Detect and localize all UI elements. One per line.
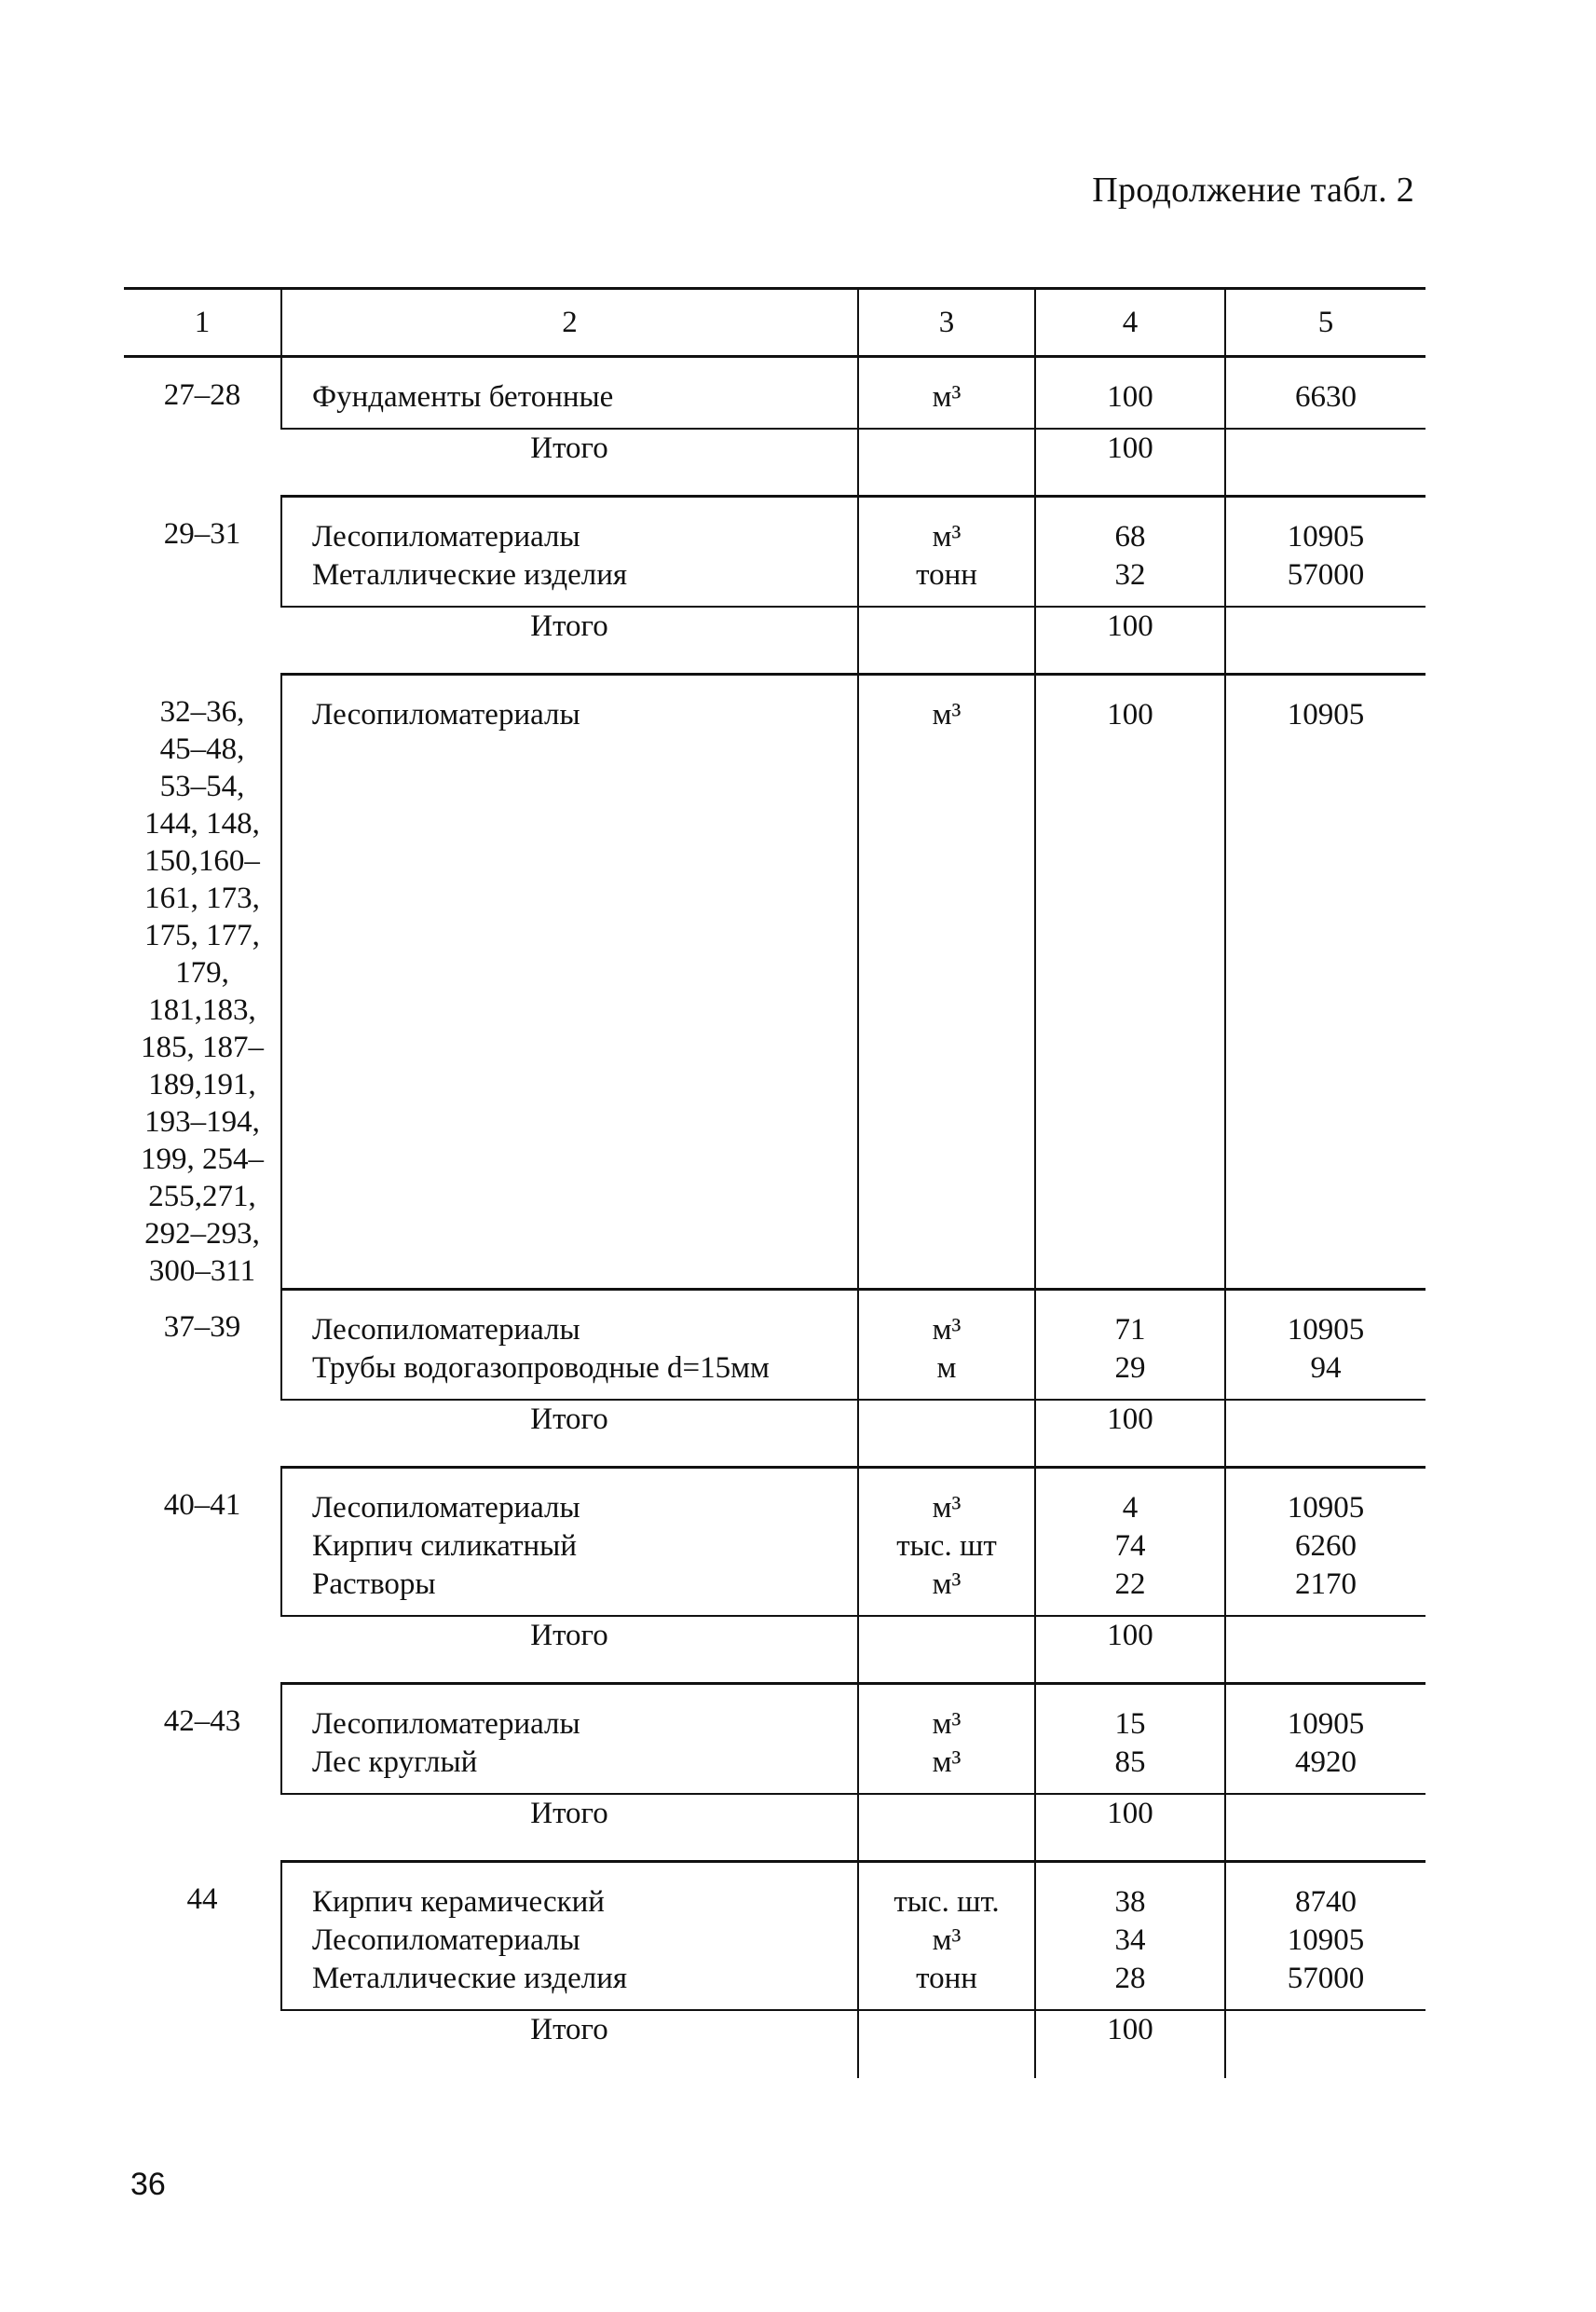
total-unit-empty — [858, 1400, 1035, 1468]
price: 57000 — [1287, 558, 1365, 592]
unit: м³ — [932, 520, 962, 554]
total-price-empty — [1225, 607, 1425, 675]
unit: м³ — [932, 1491, 962, 1525]
unit: м³ — [932, 380, 962, 414]
material-name: Лесопиломатериалы — [312, 1923, 580, 1957]
total-label: Итого — [281, 1616, 858, 1684]
price: 4920 — [1295, 1745, 1357, 1779]
material-name-cell — [281, 497, 858, 608]
total-unit-empty — [858, 429, 1035, 497]
unit: м³ — [932, 1707, 962, 1741]
share-percent: 85 — [1114, 1745, 1146, 1779]
row-id: 37–39 — [163, 1309, 241, 1344]
unit: м³ — [932, 1313, 962, 1347]
material-name: Лесопиломатериалы — [312, 520, 580, 554]
material-name: Лес круглый — [312, 1745, 478, 1779]
total-share: 100 — [1035, 1794, 1225, 1862]
share-percent: 74 — [1114, 1529, 1146, 1563]
row-ids-cell — [124, 497, 281, 675]
share-percent-cell — [1035, 357, 1225, 430]
total-label: Итого — [281, 1794, 858, 1862]
row-id: 255,271, — [148, 1179, 256, 1213]
total-unit-empty — [858, 607, 1035, 675]
row-id: 292–293, — [144, 1216, 260, 1251]
material-name: Кирпич керамический — [312, 1885, 605, 1919]
material-name-cell — [281, 675, 858, 1290]
share-percent: 68 — [1114, 520, 1146, 554]
row-id: 144, 148, — [144, 806, 260, 841]
total-row — [124, 607, 1425, 675]
total-row — [124, 429, 1425, 497]
row-ids-cell — [124, 1290, 281, 1468]
total-price-empty — [1225, 1794, 1425, 1862]
row-ids-cell — [124, 1862, 281, 2079]
row-id: 161, 173, — [144, 881, 260, 915]
material-name: Лесопиломатериалы — [312, 698, 580, 732]
share-percent: 28 — [1114, 1962, 1146, 1995]
unit-cell — [858, 1290, 1035, 1401]
total-unit-empty — [858, 1616, 1035, 1684]
material-name: Фундаменты бетонные — [312, 380, 614, 414]
row-id: 189,191, — [148, 1067, 256, 1101]
share-percent: 100 — [1107, 698, 1153, 732]
share-percent: 32 — [1114, 558, 1146, 592]
unit: тонн — [916, 1962, 977, 1995]
share-percent-cell — [1035, 1862, 1225, 2011]
material-name-cell — [281, 1684, 858, 1795]
price: 10905 — [1287, 1707, 1365, 1741]
row-id: 150,160– — [144, 843, 260, 878]
table-caption: Продолжение табл. 2 — [1092, 171, 1414, 210]
price: 10905 — [1287, 1491, 1365, 1525]
total-share: 100 — [1035, 429, 1225, 497]
unit-cell — [858, 497, 1035, 608]
unit: м³ — [932, 1745, 962, 1779]
row-ids-cell — [124, 1468, 281, 1684]
share-percent: 100 — [1107, 380, 1153, 414]
price-cell — [1225, 1290, 1425, 1401]
price: 10905 — [1287, 698, 1365, 732]
row-id: 199, 254– — [141, 1142, 264, 1176]
total-label: Итого — [530, 2013, 608, 2046]
row-id: 32–36, — [159, 694, 245, 729]
share-percent-cell — [1035, 1684, 1225, 1795]
table-row — [124, 1290, 1425, 1401]
material-name: Трубы водогазопроводные d=15мм — [312, 1351, 770, 1385]
row-id: 45–48, — [159, 732, 245, 766]
unit: м³ — [932, 1923, 962, 1957]
material-name-cell — [281, 1862, 858, 2011]
share-percent: 71 — [1114, 1313, 1146, 1347]
total-share: 100 — [1035, 607, 1225, 675]
table-row — [124, 1684, 1425, 1795]
share-percent: 22 — [1114, 1567, 1146, 1601]
share-percent: 38 — [1114, 1885, 1146, 1919]
row-id: 175, 177, — [144, 918, 260, 952]
row-id: 27–28 — [163, 378, 241, 412]
row-id: 53–54, — [159, 769, 245, 803]
row-ids-cell — [124, 1684, 281, 1862]
material-name: Лесопиломатериалы — [312, 1313, 580, 1347]
table-row — [124, 357, 1425, 430]
total-unit-empty — [858, 1794, 1035, 1862]
unit: тыс. шт — [896, 1529, 997, 1563]
share-percent: 34 — [1114, 1923, 1146, 1957]
total-share: 100 — [1035, 1616, 1225, 1684]
row-id: 29–31 — [163, 516, 241, 551]
price-cell — [1225, 1684, 1425, 1795]
price: 8740 — [1295, 1885, 1357, 1919]
total-price-empty — [1225, 429, 1425, 497]
price-cell — [1225, 497, 1425, 608]
price: 10905 — [1287, 1923, 1365, 1957]
unit: м³ — [932, 1567, 962, 1601]
row-ids-cell — [124, 357, 281, 497]
row-id: 185, 187– — [141, 1030, 264, 1064]
row-id: 181,183, — [148, 992, 256, 1027]
page-number: 36 — [130, 2167, 166, 2202]
material-name-cell — [281, 357, 858, 430]
unit-cell — [858, 1468, 1035, 1617]
total-label: Итого — [281, 1400, 858, 1468]
column-number-row — [124, 289, 1425, 357]
total-row — [124, 1400, 1425, 1468]
price-cell — [1225, 675, 1425, 1290]
materials-table — [124, 287, 1425, 2078]
table-row — [124, 1862, 1425, 2011]
share-percent-cell — [1035, 1290, 1225, 1401]
share-percent: 29 — [1114, 1351, 1146, 1385]
table-row — [124, 497, 1425, 608]
total-label: Итого — [281, 607, 858, 675]
unit: тыс. шт. — [893, 1885, 1000, 1919]
row-ids-cell — [124, 675, 281, 1290]
price: 10905 — [1287, 1313, 1365, 1347]
total-price-empty — [1225, 1400, 1425, 1468]
total-label: Итого — [281, 429, 858, 497]
unit: м — [936, 1351, 957, 1385]
row-id: 193–194, — [144, 1104, 260, 1139]
material-name-cell — [281, 1290, 858, 1401]
share-percent: 4 — [1122, 1491, 1139, 1525]
total-row — [124, 1616, 1425, 1684]
column-header: 4 — [1035, 289, 1225, 357]
total-price-empty — [1225, 2010, 1425, 2078]
row-id: 300–311 — [148, 1253, 256, 1288]
price-cell — [1225, 1862, 1425, 2011]
column-header: 3 — [858, 289, 1035, 357]
column-header: 5 — [1225, 289, 1425, 357]
material-name: Лесопиломатериалы — [312, 1707, 580, 1741]
price: 94 — [1310, 1351, 1342, 1385]
material-name-cell — [281, 1468, 858, 1617]
material-name: Металлические изделия — [312, 1962, 628, 1995]
share-percent-cell — [1035, 1468, 1225, 1617]
unit-cell — [858, 1862, 1035, 2011]
unit-cell — [858, 675, 1035, 1290]
price: 6630 — [1295, 380, 1357, 414]
material-name: Кирпич силикатный — [312, 1529, 578, 1563]
total-share: 100 — [1035, 2010, 1225, 2078]
price: 6260 — [1295, 1529, 1357, 1563]
row-id: 40–41 — [163, 1487, 241, 1522]
unit-cell — [858, 357, 1035, 430]
table-row — [124, 1468, 1425, 1617]
table-row — [124, 675, 1425, 1290]
row-id: 42–43 — [163, 1703, 241, 1738]
share-percent-cell — [1035, 497, 1225, 608]
total-row — [124, 1794, 1425, 1862]
price: 10905 — [1287, 520, 1365, 554]
material-name: Лесопиломатериалы — [312, 1491, 580, 1525]
total-unit-empty — [858, 2010, 1035, 2078]
price-cell — [1225, 1468, 1425, 1617]
total-row — [124, 2010, 1425, 2078]
price: 57000 — [1287, 1962, 1365, 1995]
price-cell — [1225, 357, 1425, 430]
share-percent-cell — [1035, 675, 1225, 1290]
column-header: 2 — [281, 289, 858, 357]
row-id: 179, — [175, 955, 229, 990]
material-name: Металлические изделия — [312, 558, 628, 592]
total-price-empty — [1225, 1616, 1425, 1684]
unit: тонн — [916, 558, 977, 592]
unit-cell — [858, 1684, 1035, 1795]
material-name: Растворы — [312, 1567, 436, 1601]
share-percent: 15 — [1114, 1707, 1146, 1741]
column-header: 1 — [124, 289, 281, 357]
unit: м³ — [932, 698, 962, 732]
row-id: 44 — [186, 1881, 218, 1916]
price: 2170 — [1295, 1567, 1357, 1601]
total-share: 100 — [1035, 1400, 1225, 1468]
